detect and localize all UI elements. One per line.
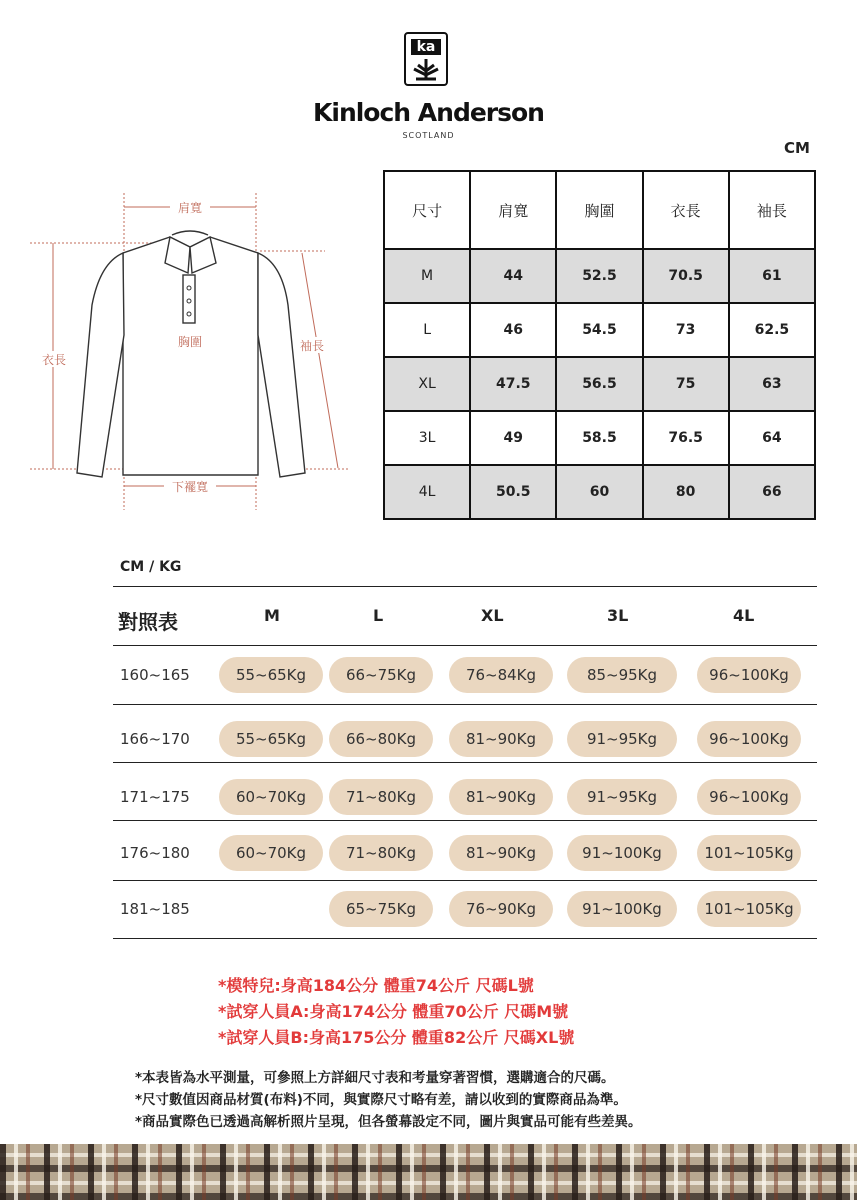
weight-pill: 65~75Kg: [329, 891, 433, 927]
table-cell: 52.5: [556, 249, 642, 303]
weight-pill: 81~90Kg: [449, 835, 553, 871]
size-table-unit: CM: [784, 139, 810, 157]
divider: [113, 938, 817, 939]
col-header-l: L: [373, 606, 384, 625]
weight-pill: 81~90Kg: [449, 721, 553, 757]
model-note: *模特兒:身高184公分 體重74公斤 尺碼L號: [218, 976, 534, 995]
weight-pill: 55~65Kg: [219, 721, 323, 757]
table-cell: 75: [643, 357, 729, 411]
weight-pill: 71~80Kg: [329, 835, 433, 871]
label-sleeve: 袖長: [299, 339, 325, 353]
divider: [113, 880, 817, 881]
table-cell: 61: [729, 249, 815, 303]
weight-pill: 60~70Kg: [219, 779, 323, 815]
table-cell: 44: [470, 249, 556, 303]
brand-logo: [404, 32, 448, 86]
weight-table-unit: CM / KG: [120, 559, 182, 575]
weight-pill: 101~105Kg: [697, 891, 801, 927]
table-cell: 80: [643, 465, 729, 519]
table-cell: 54.5: [556, 303, 642, 357]
table-cell: 58.5: [556, 411, 642, 465]
weight-table-title: 對照表: [118, 610, 178, 634]
plaid-footer: [0, 1144, 857, 1200]
row-height-label: 160~165: [120, 666, 190, 684]
header-cell: 袖長: [729, 171, 815, 249]
table-cell: 73: [643, 303, 729, 357]
brand-subtitle: SCOTLAND: [402, 131, 455, 140]
table-cell: 70.5: [643, 249, 729, 303]
table-cell: 76.5: [643, 411, 729, 465]
header-cell: 胸圍: [556, 171, 642, 249]
row-height-label: 171~175: [120, 788, 190, 806]
table-cell: 66: [729, 465, 815, 519]
table-cell: 47.5: [470, 357, 556, 411]
row-height-label: 181~185: [120, 900, 190, 918]
note: *商品實際色已透過高解析照片呈現，但各螢幕設定不同，圖片與實品可能有些差異。: [135, 1114, 642, 1130]
size-table-header: [384, 171, 815, 249]
weight-pill: 91~95Kg: [567, 721, 677, 757]
weight-pill: 60~70Kg: [219, 835, 323, 871]
weight-pill: 91~100Kg: [567, 891, 677, 927]
row-height-label: 176~180: [120, 844, 190, 862]
weight-pill: 76~90Kg: [449, 891, 553, 927]
logo-text: ka: [411, 39, 441, 55]
label-chest: 胸圍: [177, 335, 203, 349]
model-note: *試穿人員B:身高175公分 體重82公斤 尺碼XL號: [218, 1028, 575, 1047]
col-header-xl: XL: [481, 606, 504, 625]
divider: [113, 762, 817, 763]
col-header-3l: 3L: [607, 606, 629, 625]
table-cell: 49: [470, 411, 556, 465]
brand-name: Kinloch Anderson: [313, 98, 544, 127]
table-cell: 60: [556, 465, 642, 519]
label-hem: 下襬寬: [171, 480, 209, 494]
divider: [113, 586, 817, 587]
table-cell: 63: [729, 357, 815, 411]
weight-pill: 76~84Kg: [449, 657, 553, 693]
table-cell: 56.5: [556, 357, 642, 411]
note: *本表皆為水平測量，可參照上方詳細尺寸表和考量穿著習慣，選購適合的尺碼。: [135, 1070, 615, 1086]
weight-pill: 96~100Kg: [697, 657, 801, 693]
size-label: 3L: [384, 411, 470, 465]
size-label: XL: [384, 357, 470, 411]
weight-pill: 96~100Kg: [697, 779, 801, 815]
weight-pill: 91~95Kg: [567, 779, 677, 815]
header-cell: 尺寸: [384, 171, 470, 249]
col-header-4l: 4L: [733, 606, 755, 625]
weight-pill: 101~105Kg: [697, 835, 801, 871]
size-label: M: [384, 249, 470, 303]
weight-pill: 55~65Kg: [219, 657, 323, 693]
header-cell: 衣長: [643, 171, 729, 249]
divider: [113, 704, 817, 705]
table-cell: 62.5: [729, 303, 815, 357]
table-cell: 46: [470, 303, 556, 357]
size-label: 4L: [384, 465, 470, 519]
shirt-diagram: [20, 185, 360, 520]
weight-pill: 85~95Kg: [567, 657, 677, 693]
weight-pill: 91~100Kg: [567, 835, 677, 871]
divider: [113, 645, 817, 646]
table-cell: 64: [729, 411, 815, 465]
table-row: [384, 249, 815, 303]
row-height-label: 166~170: [120, 730, 190, 748]
col-header-m: M: [264, 606, 280, 625]
weight-pill: 71~80Kg: [329, 779, 433, 815]
table-row: [384, 465, 815, 519]
weight-pill: 66~80Kg: [329, 721, 433, 757]
model-note: *試穿人員A:身高174公分 體重70公斤 尺碼M號: [218, 1002, 569, 1021]
label-shoulder: 肩寬: [177, 201, 203, 215]
label-length: 衣長: [41, 353, 67, 367]
divider: [113, 820, 817, 821]
thistle-icon: [406, 55, 446, 85]
table-row: [384, 357, 815, 411]
size-label: L: [384, 303, 470, 357]
weight-pill: 81~90Kg: [449, 779, 553, 815]
table-row: [384, 411, 815, 465]
header-cell: 肩寬: [470, 171, 556, 249]
size-table: [383, 170, 816, 520]
table-cell: 50.5: [470, 465, 556, 519]
weight-pill: 96~100Kg: [697, 721, 801, 757]
weight-pill: 66~75Kg: [329, 657, 433, 693]
table-row: [384, 303, 815, 357]
note: *尺寸數值因商品材質(布料)不同，與實際尺寸略有差，請以收到的實際商品為準。: [135, 1092, 627, 1108]
